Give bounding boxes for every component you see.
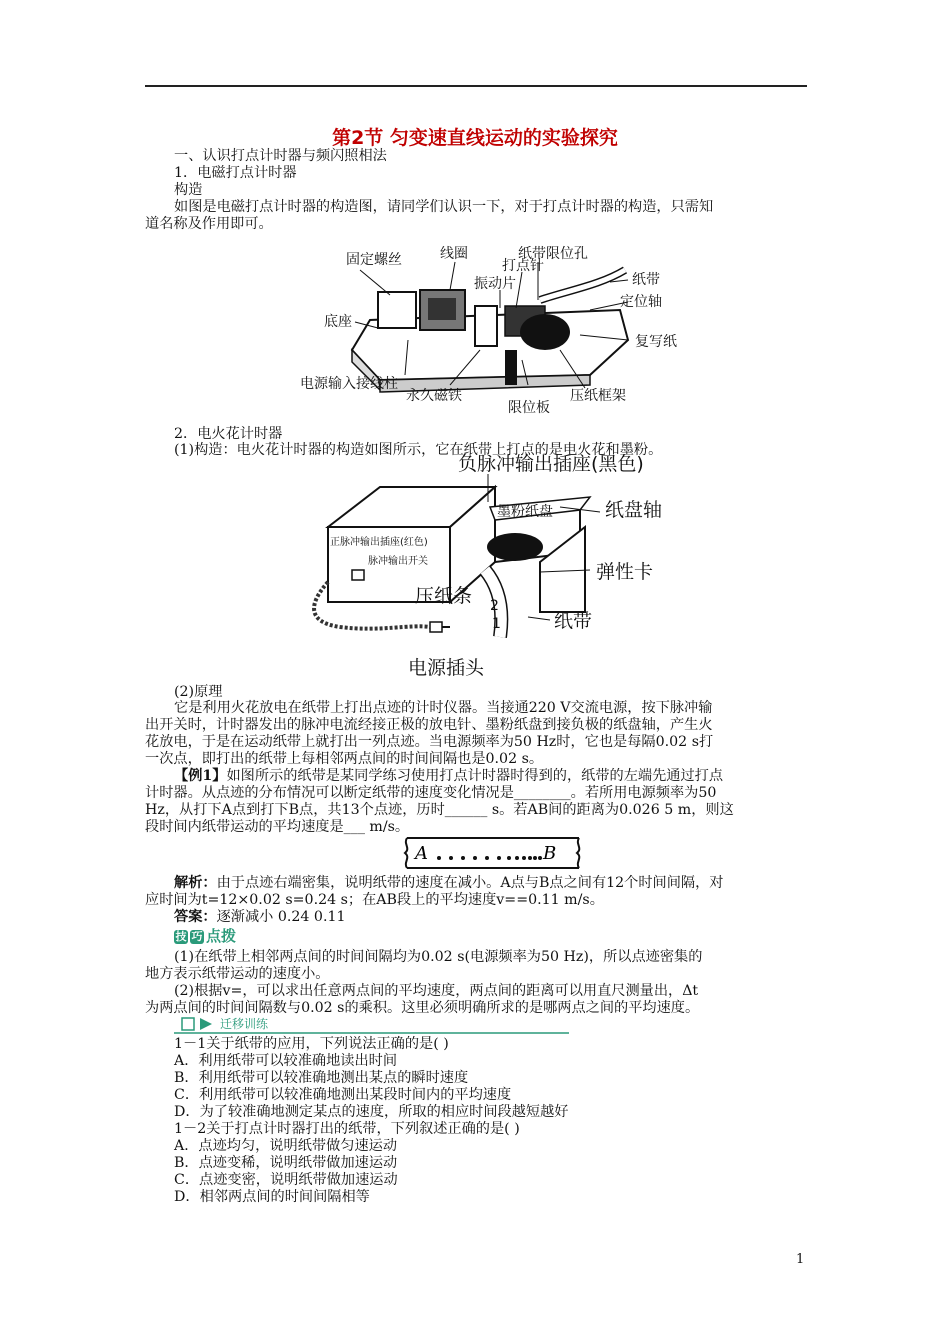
fig1-label: 纸带限位孔	[518, 246, 588, 262]
solution-text: 由于点迹右端密集，说明纸带的速度在减小。A点与B点之间有12个时间间隔，对	[216, 875, 724, 891]
text-line: 段时间内纸带运动的平均速度是___ m/s。	[145, 819, 410, 835]
text-line: Hz，从打下A点到打下B点，共13个点迹，历时______ s。若AB间的距离为0.026 5 m，则这	[145, 802, 734, 818]
text-line: 如图是电磁打点计时器的构造图，请同学们认识一下，对于打点计时器的构造，只需知	[174, 199, 714, 215]
migrate-training-bar	[174, 1016, 569, 1034]
tip-box-icon: 巧	[191, 929, 203, 943]
fig2-label: 2	[490, 598, 499, 614]
fig2-label: 压纸条	[415, 585, 473, 607]
question: 1－1关于纸带的应用，下列说法正确的是( )	[174, 1036, 449, 1052]
option: B．点迹变稀，说明纸带做加速运动	[174, 1155, 398, 1171]
page-number: 1	[796, 1252, 805, 1267]
text-line: 花放电，于是在运动纸带上就打出一列点迹。当电源频率为50 Hz时，它也是每隔0.02 s打	[145, 734, 714, 750]
fig2-label: 纸带	[554, 610, 593, 632]
fig1-label: 压纸框架	[570, 388, 626, 404]
text-line: (2)根据v=，可以求出任意两点间的平均速度，两点间的距离可以用直尺测量出，Δt	[174, 983, 699, 999]
answer-tag: 答案：	[174, 909, 217, 925]
text-line: (1)构造：电火花计时器的构造如图所示，它在纸带上打点的是电火花和墨粉。	[174, 442, 663, 458]
text-line: 地方表示纸带运动的速度小。	[145, 966, 330, 982]
option: D．相邻两点间的时间间隔相等	[174, 1189, 370, 1205]
fig1-label: 打点针	[502, 258, 544, 274]
fig1-label: 底座	[324, 314, 352, 330]
fig1-label: 固定螺丝	[346, 252, 402, 268]
fig1-label: 限位板	[508, 400, 550, 415]
fig2-label: 1	[492, 616, 501, 632]
text-line: 道名称及作用即可。	[145, 216, 273, 232]
tip-heading	[174, 925, 236, 947]
tip-title: 点拨	[206, 927, 237, 945]
option: A．点迹均匀，说明纸带做匀速运动	[174, 1138, 398, 1154]
option: C．点迹变密，说明纸带做加速运动	[174, 1172, 398, 1188]
section-heading: 一、认识打点计时器与频闪照相法	[174, 148, 387, 164]
fig2-label: 负脉冲输出插座(黑色)	[458, 453, 644, 475]
example-tag: 【例1】	[174, 768, 227, 784]
option: C．利用纸带可以较准确地测出某段时间内的平均速度	[174, 1087, 512, 1103]
subheading: 2．电火花计时器	[174, 426, 283, 442]
solution-line	[174, 875, 724, 892]
option: A．利用纸带可以较准确地读出时间	[174, 1053, 398, 1069]
fig1-label: 定位轴	[620, 294, 662, 310]
answer-line	[174, 909, 346, 926]
fig2-label: 正脉冲输出插座(红色)	[330, 537, 428, 548]
fig2-label: 电源插头	[408, 657, 485, 679]
fig2-label: 脉冲输出开关	[368, 556, 428, 567]
fig1-label: 纸带	[632, 272, 660, 288]
point-b-label: B	[543, 843, 557, 864]
fig1-label: 永久磁铁	[406, 388, 462, 404]
fig1-label: 复写纸	[635, 334, 677, 350]
example-line	[174, 768, 723, 785]
text-line: 出开关时，计时器发出的脉冲电流经接正极的放电针、墨粉纸盘到接负极的纸盘轴，产生火	[145, 717, 713, 733]
text-line: 应时间为t=12×0.02 s=0.24 s；在AB段上的平均速度v==0.11 m/s。	[145, 892, 604, 908]
page-title: 第2节 匀变速直线运动的实验探究	[332, 127, 618, 149]
text-line: 一次点，即打出的纸带上每相邻两点间的时间间隔也是0.02 s。	[145, 751, 544, 767]
header-rule	[145, 85, 807, 87]
point-a-label: A	[415, 843, 428, 864]
fig2-label: 墨粉纸盘	[497, 504, 553, 520]
migrate-title: 迁移训练	[220, 1017, 269, 1031]
text-line: 计时器。从点迹的分布情况可以断定纸带的速度变化情况是________。若所用电源频率为50	[145, 785, 717, 801]
fig2-label: 纸盘轴	[605, 499, 663, 521]
question: 1－2关于打点计时器打出的纸带，下列叙述正确的是( )	[174, 1121, 520, 1137]
text-line: 构造	[174, 182, 203, 198]
tip-box-icon: 技	[175, 929, 187, 943]
text-line: 它是利用火花放电在纸带上打出点迹的计时仪器。当接通220 V交流电源，按下脉冲输	[174, 700, 713, 716]
option: D．为了较准确地测定某点的速度，所取的相应时间段越短越好	[174, 1104, 569, 1120]
subheading: (2)原理	[174, 684, 223, 700]
paper-tape-figure	[403, 836, 583, 870]
fig1-label: 线圈	[440, 246, 468, 262]
subheading: 1．电磁打点计时器	[174, 165, 297, 181]
option: B．利用纸带可以较准确地测出某点的瞬时速度	[174, 1070, 469, 1086]
fig2-label: 弹性卡	[596, 561, 654, 583]
text-line: 为两点间的时间间隔数与0.02 s的乘积。这里必须明确所求的是哪两点之间的平均速度。	[145, 1000, 700, 1016]
example-text: 如图所示的纸带是某同学练习使用打点计时器时得到的，纸带的左端先通过打点	[226, 768, 724, 784]
text-line: (1)在纸带上相邻两点间的时间间隔均为0.02 s(电源频率为50 Hz)，所以点迹密集的	[174, 949, 703, 965]
fig1-label: 电源输入接线柱	[300, 376, 398, 392]
fig1-label: 振动片	[474, 276, 516, 292]
answer-text: 逐渐减小 0.24 0.11	[216, 909, 346, 925]
spark-timer-figure	[300, 452, 700, 682]
solution-tag: 解析：	[174, 875, 217, 891]
electromagnetic-timer-figure	[290, 240, 700, 415]
